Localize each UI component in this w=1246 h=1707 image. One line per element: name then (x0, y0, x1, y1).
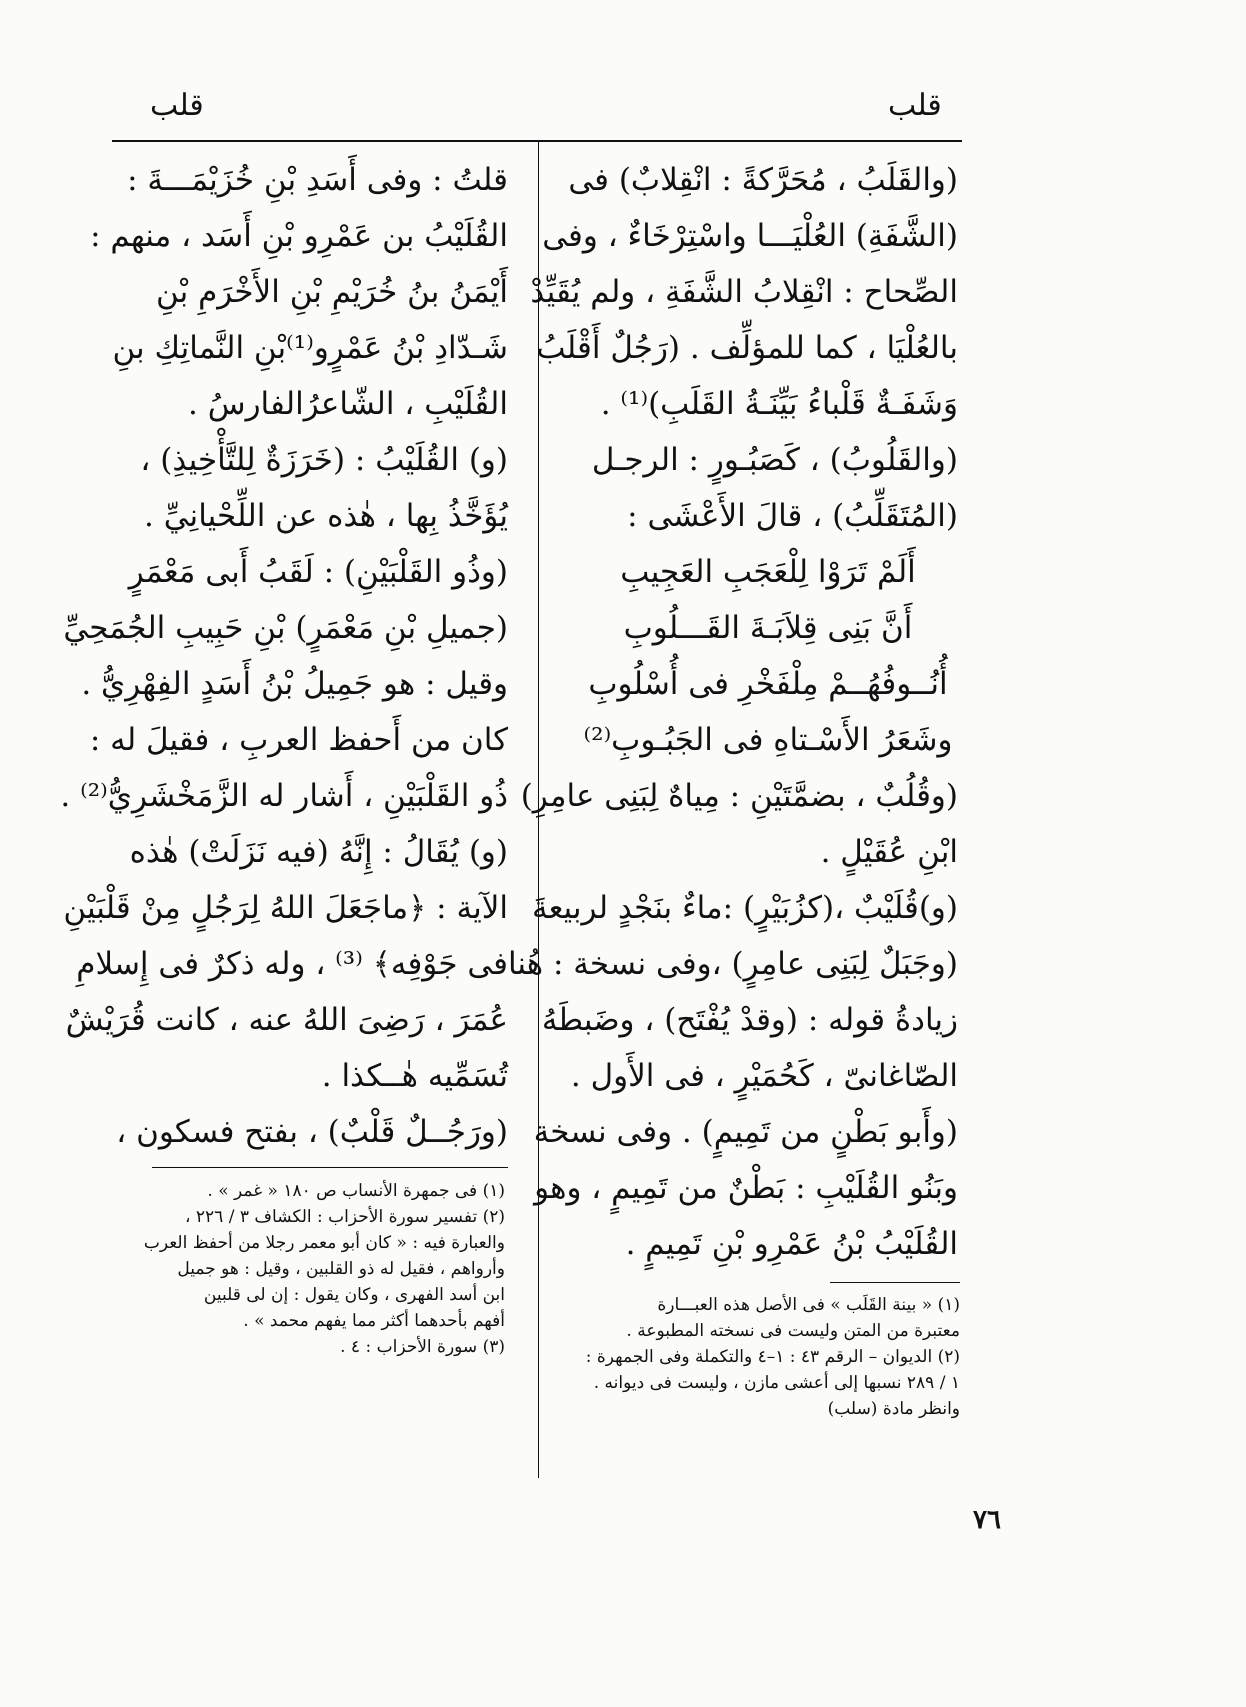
text-line: (و) القُلَيْبُ : (خَرَزَةٌ لِلتَّأْخِيذِ) ، (140, 442, 508, 478)
text-line: (المُتَقَلِّبُ) ، قالَ الأَعْشَى : (627, 498, 958, 534)
page-number: ٧٦ (973, 1505, 1001, 1535)
text-line: (وأَبو بَطْنٍ من تَمِيمٍ) . وفى نسخة (533, 1114, 958, 1150)
footnote-line: وأرواهم ، فقيل له ذو القلبين ، وقيل : هو جميل (177, 1259, 505, 1279)
footnote-rule (152, 1167, 508, 1168)
text-line: القُلَيْبُ بن عَمْرِو بْنِ أَسَد ، منهم : (90, 218, 508, 254)
text-line: أَيْمَنُ بنُ خُرَيْمِ بْنِ الأَخْرَمِ بْنِ (156, 274, 508, 310)
text-line: الصّاغانىّ ، كَحُمَيْرٍ ، فى الأَول . (570, 1058, 958, 1094)
footnote-line: وانظر مادة (سلب) (827, 1399, 960, 1419)
text-line: (جميلِ بْنِ مَعْمَرٍ) بْنِ حَبِيبِ الجُمَحِيِّ (63, 610, 508, 646)
footnote-line: (٢) الديوان – الرقم ٤٣ : ١–٤ والتكملة وفى الجمهرة : (585, 1347, 960, 1367)
right-footnotes (585, 1292, 960, 1422)
text-line: فى جَوْفِه﴾ ⁽³⁾ ، وله ذكرٌ فى إِسلامِ (76, 946, 508, 982)
text-line: ذُو القَلْبَيْنِ ، أَشار له الزَّمَخْشَرِيُّ⁽²⁾ . (60, 778, 508, 814)
running-header-right: قلب (888, 88, 942, 123)
right-column (507, 152, 958, 1272)
text-line: شَـدّادِ بْنُ عَمْرٍو⁽¹⁾بْنِ النَّماتِكِ بنِ (112, 330, 508, 366)
footnote-rule (830, 1282, 960, 1283)
footnote-line: (١) « بينة القَلَب » فى الأصل هذه العبـــارة (657, 1295, 960, 1315)
verse-line: أَلَمْ تَرَوْا لِلْعَجَبِ العَجِيبِ (620, 554, 916, 590)
footnote-line: معتبرة من المتن وليست فى نسخته المطبوعة . (626, 1321, 960, 1341)
header-rule (112, 140, 962, 142)
verse-line: أُنُــوفُهُــمْ مِلْفَخْرِ فى أُسْلُوبِ (588, 666, 948, 702)
text-line: وبَنُو القُلَيْبِ : بَطْنٌ من تَمِيمٍ ، وهو (534, 1170, 958, 1206)
text-line: (والقَلُوبُ) ، كَصَبُـورٍ : الرجـل (591, 442, 958, 478)
text-line: ابْنِ عُقَيْلٍ . (820, 834, 958, 870)
left-footnotes (115, 1178, 505, 1360)
footnote-line: (١) فى جمهرة الأنساب ص ١٨٠ « غمر » . (207, 1181, 505, 1201)
text-line: يُؤَخَّذُ بِها ، هٰذه عن اللِّحْيانِيِّ . (144, 498, 508, 534)
text-line: (الشَّفَةِ) العُلْيَـــا واسْتِرْخَاءٌ ، وفى (542, 218, 958, 254)
text-line: (وجَبَلٌ لِبَنِى عامِرٍ) ،وفى نسخة : هُنا (507, 946, 958, 982)
verse-line: أَنَّ بَنِى قِلاَبَـةَ القَـــلُوبِ (623, 610, 913, 646)
running-header-left: قلب (150, 88, 204, 123)
text-line: تُسَمِّيه هٰــكذا . (321, 1058, 508, 1094)
text-line: القُلَيْبِ ، الشّاعرُالفارسُ . (188, 386, 508, 422)
text-line: (وذُو القَلْبَيْنِ) : لَقَبُ أَبى مَعْمَرٍ (128, 554, 508, 590)
text-line: بالعُلْيَا ، كما للمؤلِّف . (رَجُلٌ أَقْلَبُ (536, 330, 958, 366)
footnote-line: (٢) تفسير سورة الأحزاب : الكشاف ٣ / ٢٢٦ ، (185, 1207, 505, 1227)
text-line: زيادةُ قوله : (وقدْ يُفْتَح) ، وضَبطَهُ (541, 1002, 958, 1038)
text-line: (ورَجُــلٌ قَلْبٌ) ، بفتح فسكون ، (116, 1114, 508, 1150)
text-line: كان من أَحفظ العربِ ، فقيلَ له : (89, 722, 508, 758)
text-line: (والقَلَبُ ، مُحَرَّكةً : انْقِلابٌ) فى (568, 162, 958, 198)
text-line: الصِّحاح : انْقِلابُ الشَّفَةِ ، ولم يُقَيِّدْ (530, 274, 958, 310)
text-line: (و) يُقَالُ : إِنَّهُ (فيه نَزَلَتْ) هٰذه (129, 834, 508, 870)
text-line: قلتُ : وفى أَسَدِ بْنِ خُزَيْمَـــةَ : (127, 162, 508, 198)
text-line: عُمَرَ ، رَضِىَ اللهُ عنه ، كانت قُرَيْشٌ (65, 1002, 508, 1038)
footnote-line: أفهم بأحدهما أكثر مما يفهم محمد » . (243, 1311, 505, 1331)
left-column (60, 152, 508, 1160)
text-line: القُلَيْبُ بْنُ عَمْرِو بْنِ تَمِيمٍ . (625, 1226, 958, 1262)
text-line: وقيل : هو جَمِيلُ بْنُ أَسَدٍ الفِهْرِيُّ . (81, 666, 508, 702)
verse-line: وشَعَرُ الأَسْـتاهِ فى الجَبُـوبِ⁽²⁾ (583, 722, 953, 758)
text-line: الآية : ﴿ماجَعَلَ اللهُ لِرَجُلٍ مِنْ قَلْبَيْنِ (63, 890, 508, 926)
text-line: (و)قُلَيْبٌ ،(كزُبَيْرٍ) :ماءٌ بنَجْدٍ لربيعةَ (531, 890, 958, 926)
footnote-line: (٣) سورة الأحزاب : ٤ . (340, 1337, 505, 1357)
text-line: وَشَفَـةٌ قَلْباءُ بَيِّنَـةُ القَلَبِ)⁽¹⁾ . (600, 386, 958, 422)
text-line: (وقُلُبٌ ، بضمَّتَيْنِ : مِياهٌ لِبَنِى عامِرِ) (520, 778, 958, 814)
footnote-line: والعبارة فيه : « كان أبو معمر رجلا من أحفظ العرب (143, 1233, 505, 1253)
footnote-line: ابن أسد الفهرى ، وكان يقول : إن لى قلبين (203, 1285, 505, 1305)
footnote-line: ١ / ٢٨٩ نسبها إلى أعشى مازن ، وليست فى ديوانه . (593, 1373, 960, 1393)
